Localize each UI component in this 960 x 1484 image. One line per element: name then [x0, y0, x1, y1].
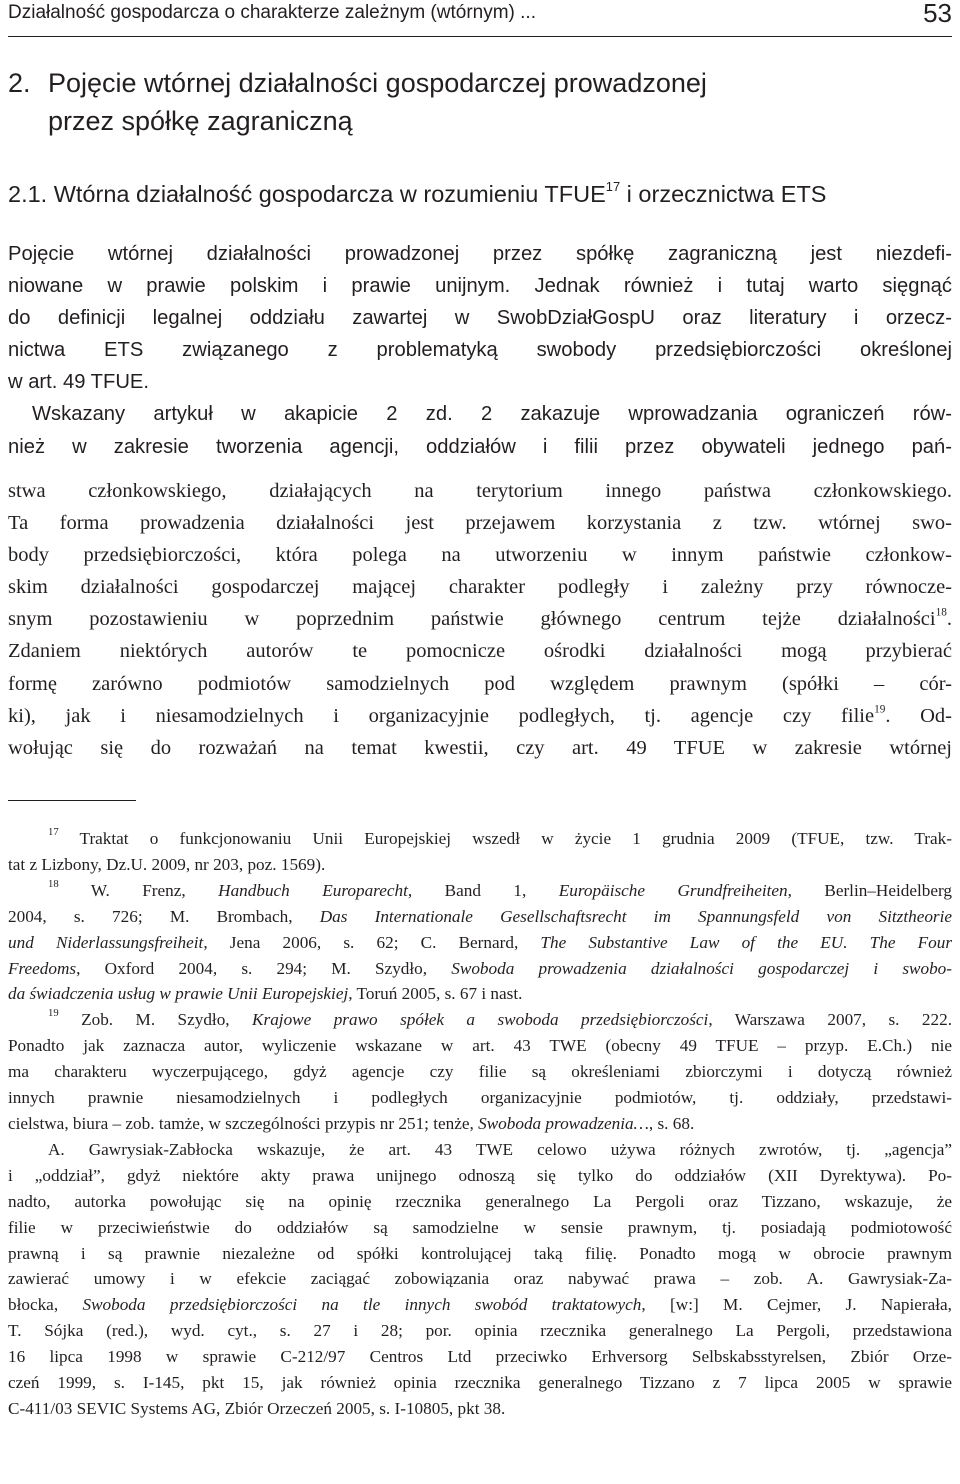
paragraph-2 [8, 475, 952, 764]
footnote-19-line: C-411/03 SEVIC Systems AG, Zbiór Orzeczeń 2005, s. I-10805, pkt 38. [8, 1398, 506, 1418]
text-line: skim działalności gospodarczej mającej charakter podległy i zależny przy równocze- [8, 576, 952, 599]
text-line: wołując się do rozważań na temat kwestii, czy art. 49 TFUE w zakresie wtórnej [8, 736, 952, 759]
subsection-heading [8, 178, 952, 210]
text-line: nież w zakresie tworzenia agencji, oddziałów i filii przez obywateli jednego pań- [8, 435, 952, 458]
footnote-19-line: filie w przeciwieństwie do oddziałów są samodzielne w sensie prawnym, tj. posiadają podmiotowość [8, 1217, 952, 1237]
page-number: 53 [923, 0, 952, 28]
footnote-19-line: czeń 1999, s. I-145, pkt 15, jak również opinia rzecznika generalnego Tizzano z 7 lipca 2005 w sprawie [8, 1373, 952, 1393]
section-title-line2: przez spółkę zagraniczną [48, 106, 353, 136]
text-line: Wskazany artykuł w akapicie 2 zd. 2 zakazuje wprowadzania ograniczeń rów- [32, 403, 952, 426]
footnote-17-line: $^{17}$ Traktat o funkcjonowaniu Unii Europejskiej wszedł w życie 1 grudnia 2009 (TFUE, tzw. Trak- [48, 826, 952, 848]
subsection-title-end: i orzecznictwa ETS [620, 181, 827, 207]
footnote-separator [8, 800, 136, 801]
running-header [8, 0, 952, 37]
text-line: Pojęcie wtórnej działalności prowadzonej przez spółkę zagraniczną jest niezdefi- [8, 243, 952, 265]
footnote-19-line: A. Gawrysiak-Zabłocka wskazuje, że art. 43 TWE celowo używa różnych zwrotów, tj. „agencja” [48, 1139, 952, 1159]
text-line: Zdaniem niektórych autorów te pomocnicze ośrodki działalności mogą przybierać [8, 640, 952, 663]
footnote-18-line: 2004, s. 726; M. Brombach, Das Internationale Gesellschaftsrecht im Spannungsfeld von Sitztheorie [8, 906, 953, 926]
running-title: Działalność gospodarcza o charakterze zależnym (wtórnym) ... [8, 2, 536, 23]
text-line: w art. 49 TFUE. [8, 371, 149, 394]
footnote-19-line: innych prawnie niesamodzielnych i podległych organizacyjnie podmiotów, tj. oddziały, przedstawi- [8, 1088, 952, 1108]
footnote-19-line: 16 lipca 1998 w sprawie C-212/97 Centros Ltd przeciwko Erhversorg Selbskabsstyrelsen, Zbiór Orze- [8, 1347, 952, 1367]
text-line: nictwa ETS związanego z problematyką swobody przedsiębiorczości określonej [8, 339, 952, 362]
footnote-ref-17: 17 [605, 179, 621, 195]
footnote-18-line: da świadczenia usług w prawie Unii Europejskiej, Toruń 2005, s. 67 i nast. [8, 984, 523, 1004]
footnote-19-line: nadto, autorka powołując się na opinię rzecznika generalnego La Pergoli oraz Tizzano, wskazuje, że [8, 1191, 952, 1211]
footnote-number: 18 [48, 878, 59, 890]
section-number: 2. [8, 68, 31, 98]
text-line: body przedsiębiorczości, która polega na utworzeniu w innym państwie członkow- [8, 544, 952, 567]
text-line: formę zarówno podmiotów samodzielnych pod względem prawnym (spółki – cór- [8, 672, 952, 695]
paragraph-1 [8, 238, 952, 463]
footnote-18-line: und Niderlassungsfreiheit, Jena 2006, s. 62; C. Bernard, The Substantive Law of the EU. The Four [8, 932, 953, 952]
footnote-19-line: zawierać umowy i w efekcie zaciągać zobowiązania oraz nabywać prawa – zob. A. Gawrysiak-Za- [8, 1269, 952, 1289]
footnote-ref-18: 18 [935, 606, 947, 619]
text-line: niowane w prawie polskim i prawie unijnym. Jednak również i tutaj warto sięgnąć [8, 275, 952, 298]
footnote-18-line: Freedoms, Oxford 2004, s. 294; M. Szydło, Swoboda prowadzenia działalności gospodarczej i swobo- [8, 958, 952, 978]
footnotes [8, 826, 952, 1422]
footnote-number: 19 [48, 1008, 59, 1020]
footnote-17-line: tat z Lizbony, Dz.U. 2009, nr 203, poz. 1569). [8, 854, 326, 874]
footnote-19-line: cielstwa, biura – zob. tamże, w szczególności przypis nr 251; tenże, Swoboda prowadzenia…, s. 68. [8, 1113, 695, 1133]
text-line: Ta forma prowadzenia działalności jest przejawem korzystania z tzw. wtórnej swo- [8, 512, 952, 535]
text-line: stwa członkowskiego, działających na terytorium innego państwa członkowskiego. [8, 480, 952, 502]
section-heading [8, 64, 948, 140]
footnote-ref-19: 19 [874, 703, 886, 716]
footnote-number: 17 [48, 826, 59, 838]
subsection-title: 2.1. Wtórna działalność gospodarcza w rozumieniu TFUE [8, 181, 606, 207]
footnote-19-line: ma charakteru wyczerpującego, gdyż agencje czy filie są określeniami zbiorczymi i dotyczą również [8, 1062, 952, 1082]
footnote-18-line: $^{18}$ W. Frenz, Handbuch Europarecht, Band 1, Europäische Grundfreiheiten, Berlin–Heidelberg [48, 878, 952, 900]
footnote-19-line: błocka, Swoboda przedsiębiorczości na tle innych swobód traktatowych, [w:] M. Cejmer, J. Napierała, [8, 1295, 952, 1315]
text-line: do definicji legalnej oddziału zawartej w SwobDziałGospU oraz literatury i orzecz- [8, 307, 952, 330]
footnote-19-line: prawną i są prawnie niezależne od spółki kontrolującej taką filię. Ponadto mogą w obrocie prawnym [8, 1243, 952, 1263]
footnote-19-line: Ponadto jak zaznacza autor, wyliczenie wskazane w art. 43 TWE (obecny 49 TFUE – przyp. E.Ch.) nie [8, 1036, 952, 1056]
text-line: snym pozostawieniu w poprzednim państwie głównego centrum tejże działalności$^{18}$. [8, 606, 952, 631]
text-line: ki), jak i niesamodzielnych i organizacyjnie podległych, tj. agencje czy filie$^{19}$. Od- [8, 703, 952, 727]
footnote-19-line: $^{19}$ Zob. M. Szydło, Krajowe prawo spółek a swoboda przedsiębiorczości, Warszawa 2007, s. 222. [48, 1008, 953, 1030]
footnote-19-line: i „oddział”, gdyż niektóre akty prawa unijnego odnoszą się tylko do oddziałów (XII Dyrektywa). Po- [8, 1165, 952, 1185]
footnote-19-line: T. Sójka (red.), wyd. cyt., s. 27 i 28; por. opinia rzecznika generalnego La Pergoli, przedstawiona [8, 1321, 952, 1341]
section-title-line1: Pojęcie wtórnej działalności gospodarczej prowadzonej [48, 68, 707, 98]
